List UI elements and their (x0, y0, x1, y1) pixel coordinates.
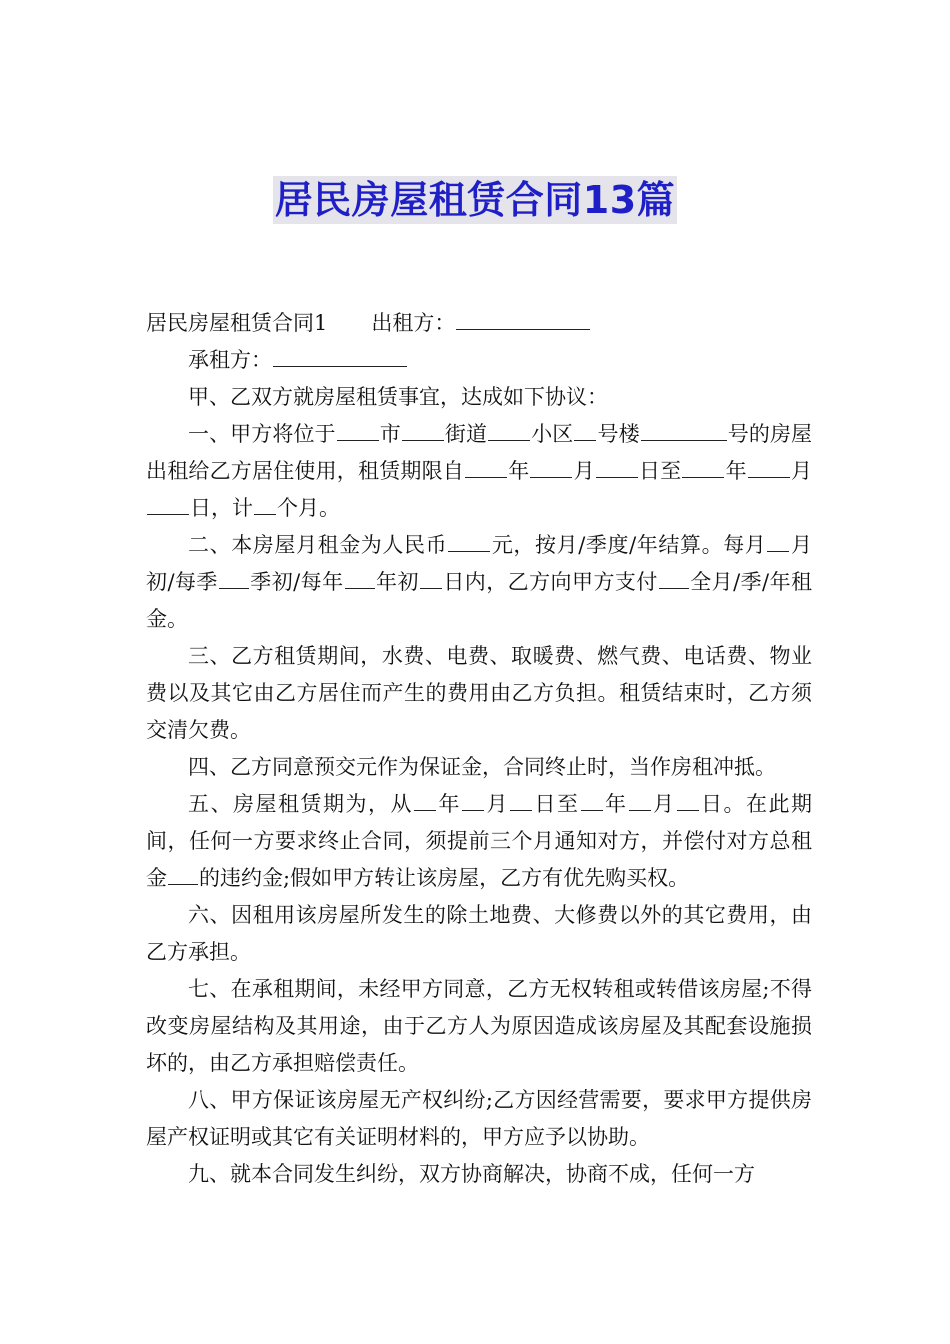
lessor-blank (456, 329, 590, 330)
contract-label: 居民房屋租赁合同1 (146, 311, 328, 335)
blank-line (465, 477, 507, 478)
title-container (0, 176, 950, 224)
clause-9: 九、就本合同发生纠纷，双方协商解决，协商不成，任何一方 (188, 1162, 755, 1186)
clause-8: 八、甲方保证该房屋无产权纠纷;乙方因经营需要，要求甲方提供房屋产权证明或其它有关证明材料的，甲方应予以协助。 (146, 1088, 812, 1149)
blank-line (337, 440, 379, 441)
intro-paragraph: 甲、乙双方就房屋租赁事宜，达成如下协议： (188, 385, 608, 409)
blank-line (219, 588, 249, 589)
clause-text: 二、本房屋月租金为人民币 (188, 533, 448, 557)
clause-text: 日至 (638, 459, 682, 483)
document-title: 居民房屋租赁合同13篇 (274, 178, 676, 222)
clause-4: 四、乙方同意预交元作为保证金，合同终止时，当作房租冲抵。 (188, 755, 776, 779)
clause-text: 日。在此期间，任何一方要求终止合同，须提前三个月通知对方，并偿付对方总租金 (146, 792, 812, 890)
clause-text: 五、房屋租赁期为，从 (188, 792, 413, 816)
clause-text: 号楼 (597, 422, 640, 446)
clause-text: 月 (790, 459, 813, 483)
clause-3: 三、乙方租赁期间，水费、电费、取暖费、燃气费、电话费、物业费以及其它由乙方居住而产生的费用由乙方负担。租赁结束时，乙方须交清欠费。 (146, 644, 812, 742)
blank-line (574, 440, 596, 441)
clause-text: 年 (603, 792, 628, 816)
blank-line (414, 810, 436, 811)
clause-text: 市 (379, 422, 401, 446)
blank-line (402, 440, 444, 441)
clause-7: 七、在承租期间，未经甲方同意，乙方无权转租或转借该房屋;不得改变房屋结构及其用途，由于乙方人为原因造成该房屋及其配套设施损坏的，由乙方承担赔偿责任。 (146, 977, 812, 1075)
clause-text: 街道 (444, 422, 488, 446)
clause-text: 月 (573, 459, 595, 483)
clause-text: 小区 (531, 422, 574, 446)
clause-text: 的违约金;假如甲方转让该房屋，乙方有优先购买权。 (199, 866, 690, 890)
heading-line (146, 305, 812, 342)
lessee-line (146, 342, 812, 379)
blank-line (448, 551, 490, 552)
blank-line (767, 551, 789, 552)
clause-text: 年 (437, 792, 461, 816)
clause-text: 日内，乙方向甲方支付 (442, 570, 658, 594)
clause-text: 全月/季/年租金。 (146, 570, 813, 631)
clause-text: 季初/每年 (249, 570, 344, 594)
blank-line (488, 440, 530, 441)
blank-line (641, 440, 727, 441)
blank-line (629, 810, 651, 811)
clause-text: 年 (725, 459, 747, 483)
clause-5 (146, 786, 812, 897)
document-body (146, 305, 812, 1193)
blank-line (168, 884, 198, 885)
blank-line (596, 477, 638, 478)
blank-line (748, 477, 790, 478)
blank-line (677, 810, 699, 811)
clause-text: 日至 (533, 792, 580, 816)
lessee-blank (273, 366, 407, 367)
clause-text: 月初/每季 (146, 533, 813, 594)
lessor-label: 出租方： (371, 311, 456, 335)
clause-text: 日，计 (190, 496, 253, 520)
blank-line (530, 477, 572, 478)
clause-text: 月 (651, 792, 676, 816)
clause-6: 六、因租用该房屋所发生的除土地费、大修费以外的其它费用，由乙方承担。 (146, 903, 812, 964)
lessee-label: 承租方： (188, 348, 272, 372)
blank-line (345, 588, 375, 589)
blank-line (147, 514, 189, 515)
blank-line (581, 810, 603, 811)
clause-text: 个月。 (277, 496, 340, 520)
clause-2 (146, 527, 812, 638)
clause-1 (146, 416, 812, 527)
clause-text: 元，按月/季度/年结算。每月 (491, 533, 767, 557)
clause-text: 一、甲方将位于 (188, 422, 336, 446)
blank-line (659, 588, 689, 589)
blank-line (510, 810, 532, 811)
clause-text: 年 (508, 459, 530, 483)
blank-line (682, 477, 724, 478)
clause-text: 号的房屋出租给乙方居住使用，租赁期限自 (146, 422, 813, 483)
blank-line (462, 810, 484, 811)
blank-line (420, 588, 442, 589)
clause-text: 月 (485, 792, 509, 816)
blank-line (254, 514, 276, 515)
clause-text: 年初 (375, 570, 419, 594)
